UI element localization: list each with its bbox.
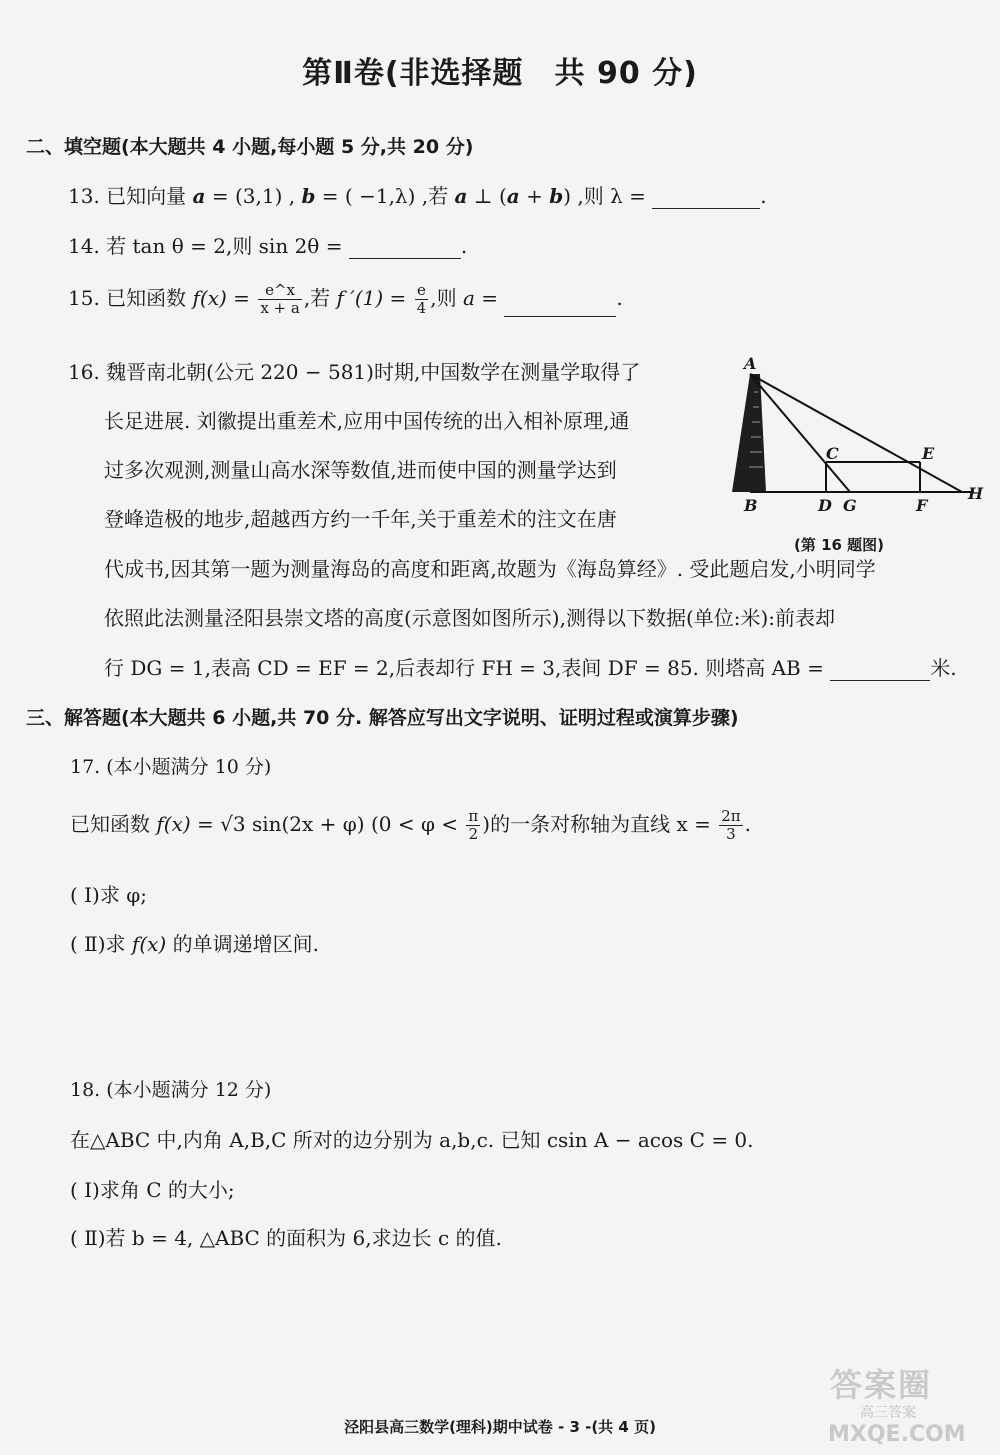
question-17-stem: 已知函数 f(x) = √3 sin(2x + φ) (0 < φ < $\frac{\pi}{2}$ )的一条对称轴为直线 x = $\frac{2\pi}{3}$ . — [70, 807, 751, 843]
question-14: 14. 若 tan θ = 2,则 sin 2θ = . — [68, 234, 468, 258]
fraction-2pi-over-3: $\frac{2\pi}{3}$ — [721, 807, 741, 843]
label-F: F — [916, 496, 928, 515]
answer-blank-13[interactable] — [652, 186, 760, 209]
question-16-line-1: 16. 魏晋南北朝(公元 220 − 581)时期,中国数学在测量学取得了 — [68, 360, 641, 384]
fraction-ex-over-xa: $\frac{e\^{}x}{x + a}$ — [260, 281, 300, 317]
section2-heading: 二、填空题(本大题共 4 小题,每小题 5 分,共 20 分) — [26, 136, 474, 158]
sight-line-AH — [750, 374, 962, 492]
label-G: G — [843, 496, 857, 515]
figure-caption: (第 16 题图) — [794, 536, 885, 554]
question-16-line-6: 依照此法测量泾阳县崇文塔的高度(示意图如图所示),测得以下数据(单位:米):前表却 — [104, 606, 836, 630]
label-A: A — [744, 354, 757, 373]
question-16-line-4: 登峰造极的地步,超越西方约一千年,关于重差术的注文在唐 — [104, 507, 617, 531]
answer-blank-15[interactable] — [504, 294, 616, 317]
question-16-line-3: 过多次观测,测量山高水深等数值,进而使中国的测量学达到 — [104, 458, 617, 482]
question-16-line-7: 行 DG = 1,表高 CD = EF = 2,后表却行 FH = 3,表间 DF = 85. 则塔高 AB = 米. — [104, 656, 957, 680]
fraction-pi-over-2: $\frac{\pi}{2}$ — [468, 807, 479, 843]
question-17-part-1: ( Ⅰ)求 φ; — [70, 883, 147, 907]
question-13: 13. 已知向量 a = (3,1) , b = ( −1,λ) ,若 a ⊥ (a + b) ,则 λ = . — [68, 184, 767, 208]
section3-heading: 三、解答题(本大题共 6 小题,共 70 分. 解答应写出文字说明、证明过程或演算步骤) — [26, 707, 739, 729]
tower-shape — [732, 374, 766, 492]
watermark-url: MXQE.COM — [828, 1422, 966, 1447]
tower-measurement-diagram — [722, 352, 992, 562]
question-16-line-5: 代成书,因其第一题为测量海岛的高度和距离,故题为《海岛算经》. 受此题启发,小明同学 — [104, 557, 876, 581]
question-16-line-2: 长足进展. 刘徽提出重差术,应用中国传统的出入相补原理,通 — [104, 409, 630, 433]
fraction-e-over-4: $\frac{e}{4}$ — [416, 281, 427, 317]
label-D: D — [818, 496, 832, 515]
question-18-part-1: ( Ⅰ)求角 C 的大小; — [70, 1178, 235, 1202]
question-15: 15. 已知函数 f(x) = $\frac{e\^{}x}{x + a}$ ,若 f ′(1) = $\frac{e}{4}$ ,则 a = . — [68, 281, 623, 317]
page-footer: 泾阳县高三数学(理科)期中试卷 - 3 -(共 4 页) — [344, 1418, 656, 1436]
question-18-stem: 在△ABC 中,内角 A,B,C 所对的边分别为 a,b,c. 已知 csin A − acos C = 0. — [70, 1128, 754, 1152]
diagram-svg — [722, 352, 992, 562]
question-18-header: 18. (本小题满分 12 分) — [70, 1079, 272, 1101]
page-title: 第Ⅱ卷(非选择题 共 90 分) — [302, 56, 698, 91]
label-H: H — [968, 484, 984, 503]
label-B: B — [744, 496, 758, 515]
watermark-logo-text: 答案圈 — [830, 1366, 933, 1404]
question-18-part-2: ( Ⅱ)若 b = 4, △ABC 的面积为 6,求边长 c 的值. — [70, 1226, 502, 1250]
label-E: E — [922, 444, 935, 463]
question-17-header: 17. (本小题满分 10 分) — [70, 756, 272, 778]
site-watermark — [820, 1360, 995, 1450]
answer-blank-16[interactable] — [830, 658, 930, 681]
label-C: C — [826, 444, 839, 463]
watermark-subtext: 高三答案 — [860, 1405, 916, 1421]
question-17-part-2: ( Ⅱ)求 f(x) 的单调递增区间. — [70, 932, 319, 956]
answer-blank-14[interactable] — [349, 236, 461, 259]
